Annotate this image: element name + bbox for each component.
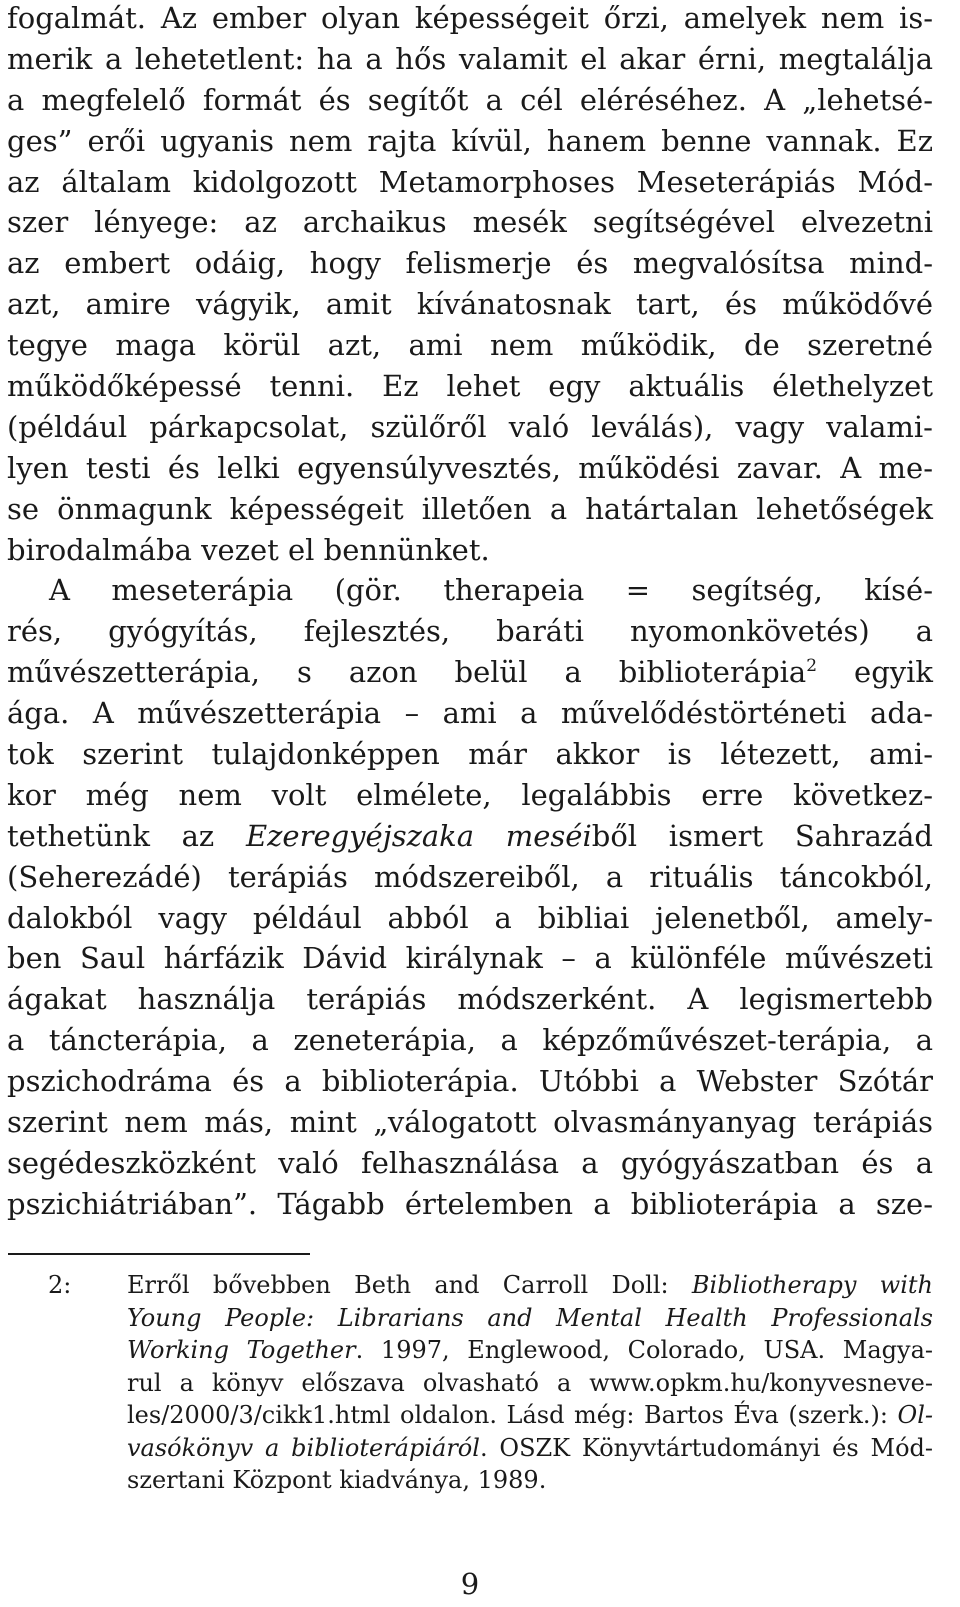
footnote-line (127, 1269, 933, 1302)
footnote-italic: Ol- (897, 1401, 933, 1429)
footnote-text: Erről bővebben Beth and Carroll Doll: (127, 1271, 669, 1299)
text-line: (Seherezádé) terápiás módszereiből, a rituális táncokból, (7, 859, 933, 894)
footnote-line (127, 1334, 933, 1367)
footnote-italic: vasókönyv a biblioterápiáról (127, 1433, 480, 1462)
text-line: dalokból vagy például abból a bibliai jelenetből, amely- (7, 900, 933, 935)
footnote-text: . OSZK Könyvtártudományi és Mód- (479, 1433, 933, 1462)
text-line: (például párkapcsolat, szülőről való leválás), vagy valami- (7, 409, 933, 444)
footnote-italic: Working Together (127, 1336, 356, 1364)
page-number: 9 (460, 1567, 480, 1601)
paragraph-first-line: A meseterápia (gör. therapeia = segítség, kísé- (49, 573, 933, 608)
line-text: egyik (854, 655, 934, 690)
italic-title: Ezeregyéjszaka meséi (245, 818, 592, 853)
text-line: ágakat használja terápiás módszerként. A legismertebb (7, 982, 933, 1017)
text-line: segédeszközként való felhasználása a gyógyászatban és a (7, 1145, 933, 1180)
text-line: fogalmát. Az ember olyan képességeit őrzi, amelyek nem is- (7, 1, 933, 35)
text-line: az általam kidolgozott Metamorphoses Meseterápiás Mód- (7, 164, 933, 199)
text-line-with-italic-title (7, 816, 933, 857)
text-line: ága. A művészetterápia – ami a művelődéstörténeti ada- (7, 696, 933, 731)
footnote-line (127, 1302, 933, 1335)
line-text: ből ismert Sahrazád (591, 818, 933, 853)
text-line: a megfelelő formát és segítőt a cél eléréséhez. A „lehetsé- (7, 82, 933, 117)
footnote-line (127, 1367, 933, 1400)
text-line: pszichodráma és a biblioterápia. Utóbbi a Webster Szótár (7, 1064, 933, 1099)
text-line: rés, gyógyítás, fejlesztés, baráti nyomonkövetés) a (7, 614, 933, 649)
text-line: tegye maga körül azt, ami nem működik, de szeretné (7, 328, 933, 363)
footnote-line (127, 1399, 933, 1432)
text-line: szerint nem más, mint „válogatott olvasmányanyag terápiás (7, 1105, 933, 1140)
text-line: működőképessé tenni. Ez lehet egy aktuális élethelyzet (7, 369, 933, 404)
footnote-text: . 1997, Englewood, Colorado, USA. Magya- (355, 1336, 933, 1364)
text-line: birodalmába vezet el bennünket. (7, 532, 490, 567)
text-line: lyen testi és lelki egyensúlyvesztés, működési zavar. A me- (7, 450, 933, 485)
text-line: az embert odáig, hogy felismerje és megvalósítsa mind- (7, 246, 933, 281)
text-line: merik a lehetetlent: ha a hős valamit el akar érni, megtalálja (7, 41, 933, 76)
footnote-body (127, 1269, 933, 1497)
text-line-with-footnote-ref (7, 652, 933, 693)
footnote-label: 2: (48, 1271, 72, 1299)
text-line: azt, amire vágyik, amit kívánatosnak tart, és működővé (7, 287, 933, 322)
text-line: tok szerint tulajdonképpen már akkor is létezett, ami- (7, 737, 933, 772)
text-line: szer lényege: az archaikus mesék segítségével elvezetni (7, 205, 933, 240)
text-line: kor még nem volt elmélete, legalábbis erre következ- (7, 777, 933, 812)
text-line: se önmagunk képességeit illetően a határtalan lehetőségek (7, 491, 933, 526)
text-line: ben Saul hárfázik Dávid királynak – a különféle művészeti (7, 941, 933, 976)
footnote-text: szertani Központ kiadványa, 1989. (127, 1466, 547, 1494)
footnote-line (127, 1432, 933, 1465)
text-line: pszichiátriában”. Tágabb értelemben a biblioterápia a sze- (7, 1186, 933, 1221)
footnote-italic: Bibliotherapy with (691, 1271, 933, 1299)
footnote-reference: 2 (806, 656, 818, 677)
footnote-italic: Young People: Librarians and Mental Health Professionals (127, 1303, 933, 1332)
line-text: tethetünk az (7, 818, 215, 853)
footnote-text: rul a könyv előszava olvasható a www.opkm.hu/konyvesneve- (127, 1368, 933, 1397)
footnote-text: les/2000/3/cikk1.html oldalon. Lásd még: Bartos Éva (szerk.): (127, 1401, 888, 1429)
line-text: művészetterápia, s azon belül a biblioterápia (7, 655, 807, 690)
footnote-separator (8, 1253, 310, 1255)
text-line: a táncterápia, a zeneterápia, a képzőművészet-terápia, a (7, 1023, 933, 1058)
body-text (7, 0, 933, 1225)
footnote-line (127, 1464, 933, 1497)
text-line: ges” erői ugyanis nem rajta kívül, hanem benne vannak. Ez (7, 123, 933, 158)
